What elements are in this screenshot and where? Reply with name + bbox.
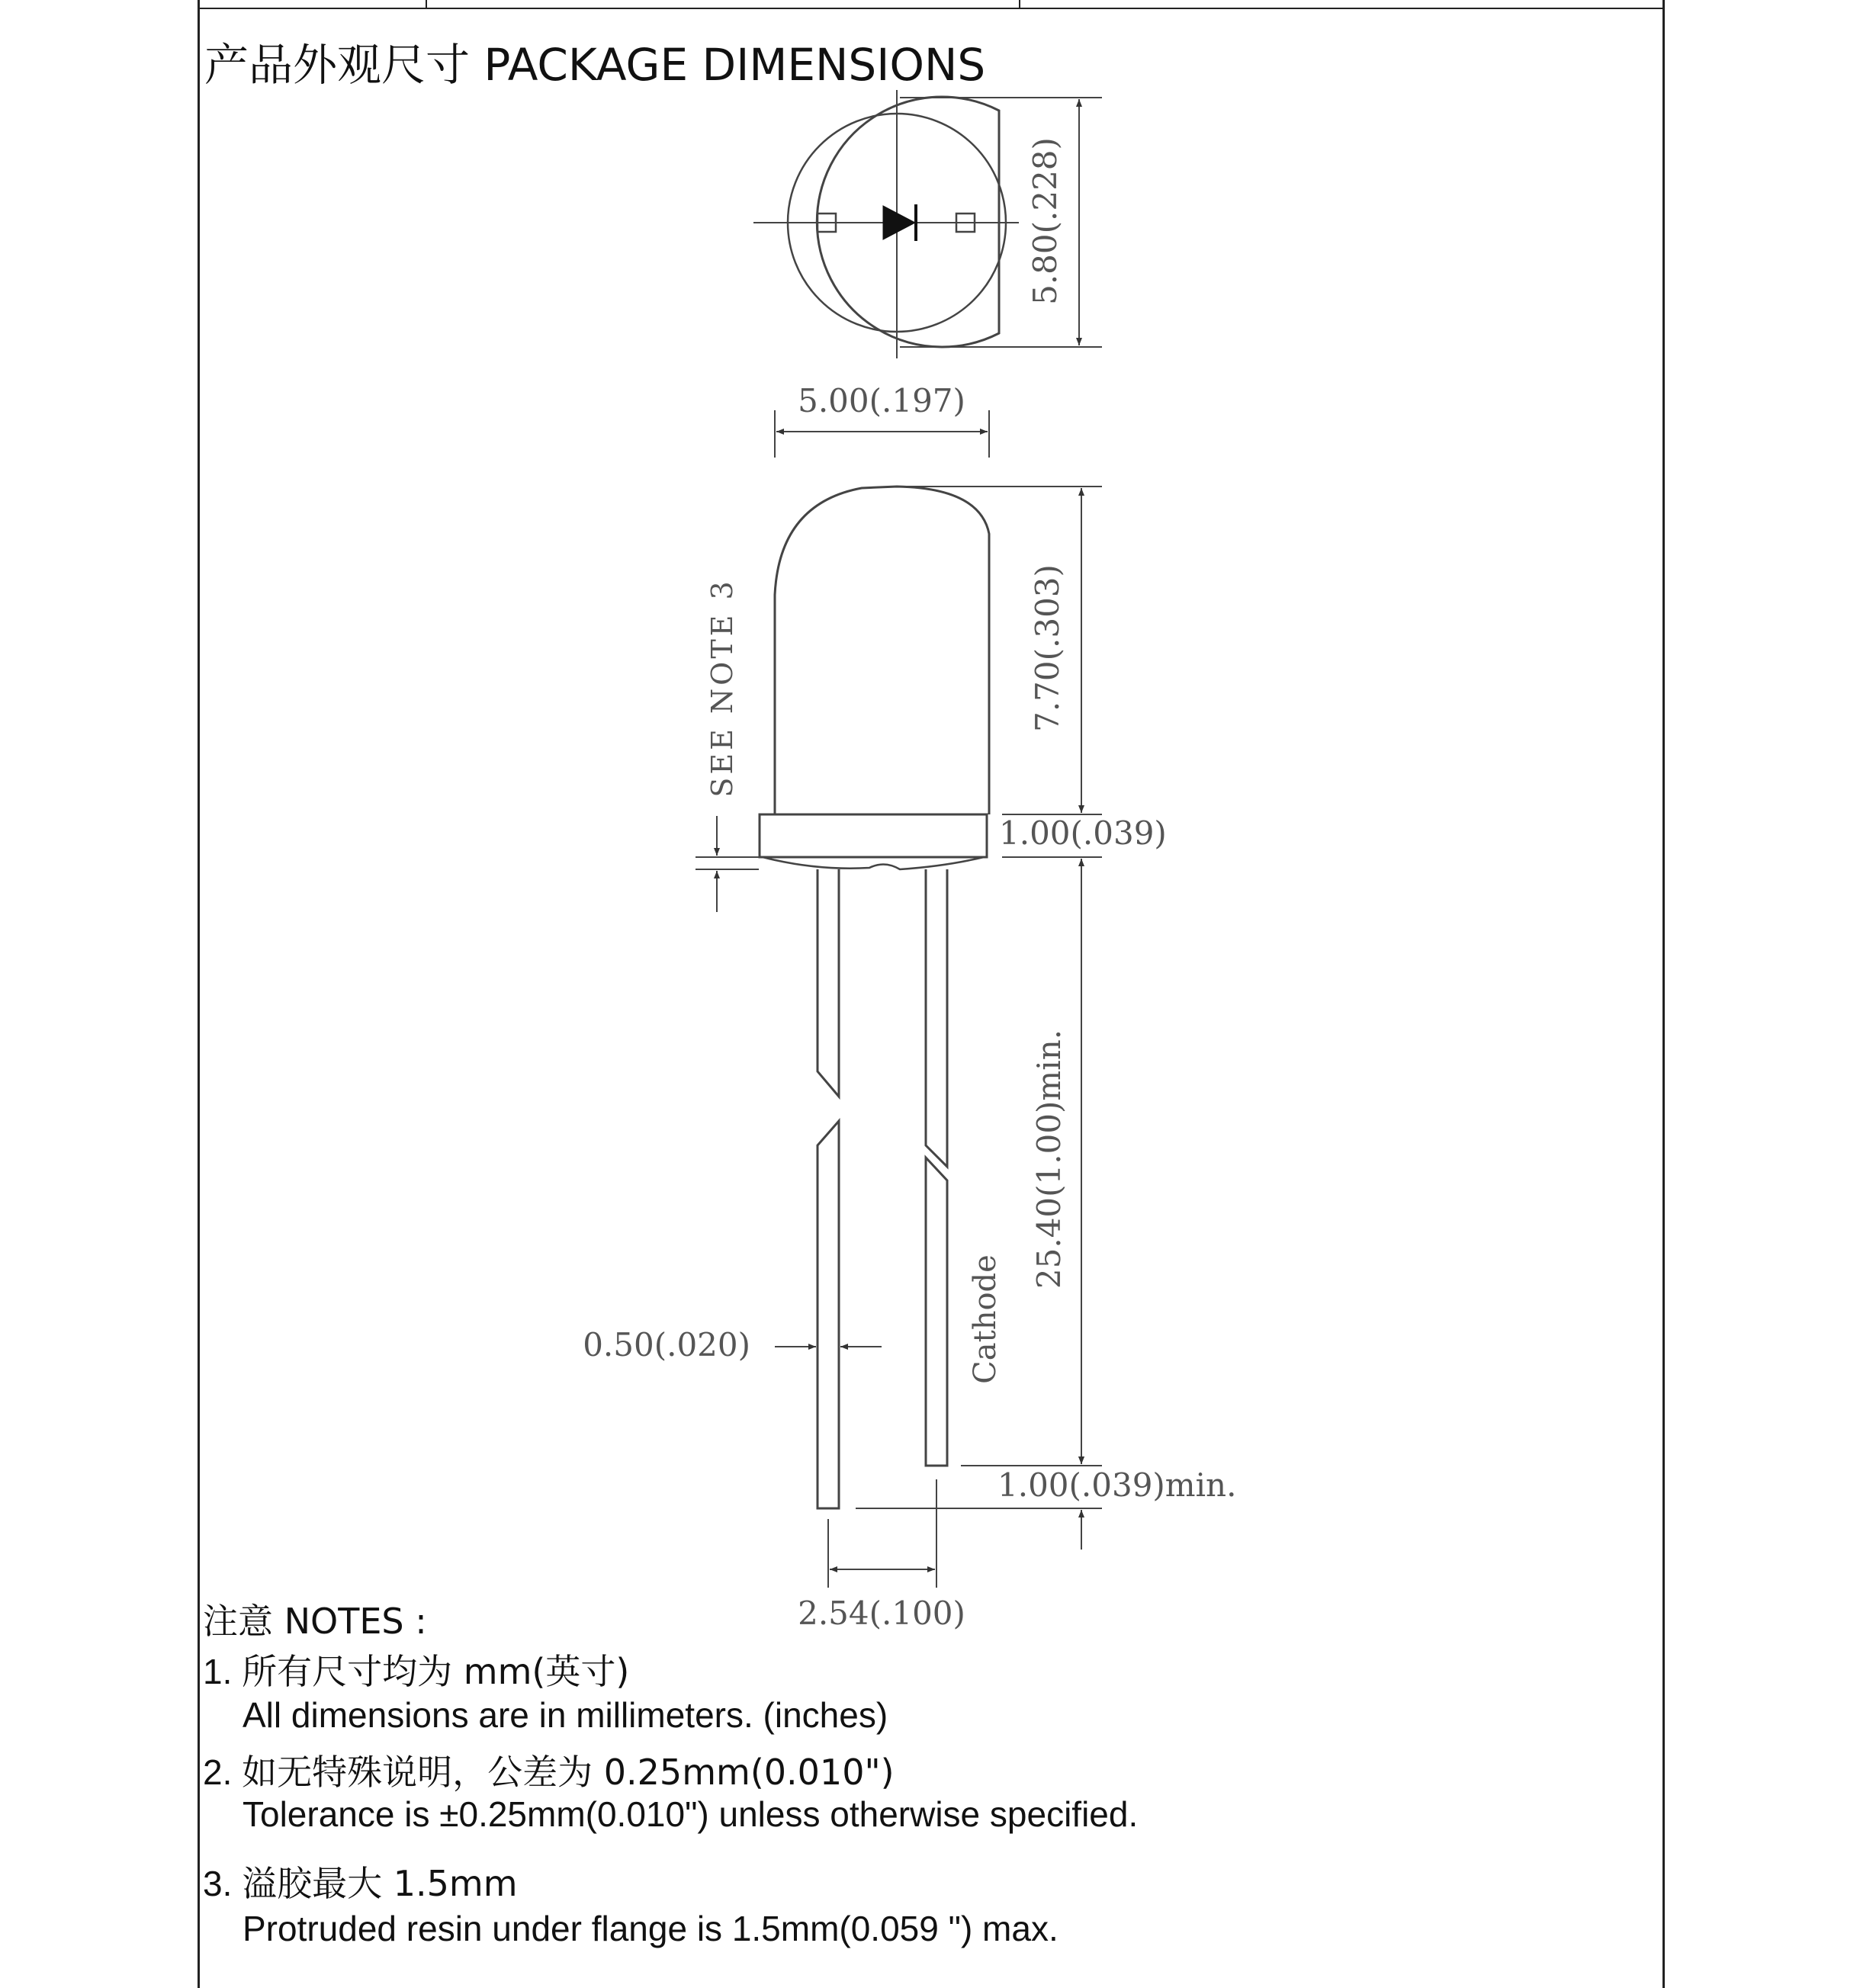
- see-note-label: SEE NOTE 3: [705, 578, 739, 798]
- notes-heading: 注意 NOTES :: [203, 1601, 427, 1642]
- dim-top-diameter: 5.80(.228): [1026, 137, 1064, 305]
- diode-symbol-icon: [883, 206, 915, 239]
- dim-lead-offset: 1.00(.039)min.: [997, 1466, 1237, 1504]
- note-1-zh-text: 所有尺寸均为 mm(英寸): [242, 1651, 630, 1692]
- lead-cathode: [926, 869, 947, 1466]
- note-2-zh: [203, 1745, 895, 1795]
- note-2-zh-text: 如无特殊说明，公差为 0.25mm(0.010"): [242, 1752, 895, 1793]
- cathode-label: Cathode: [968, 1254, 1003, 1384]
- dim-body-height: 7.70(.303): [1029, 564, 1066, 732]
- led-body-outline: [775, 487, 989, 814]
- note-1-zh: [203, 1644, 629, 1694]
- dim-lead-spacing: 2.54(.100): [798, 1595, 965, 1632]
- note-3-zh: [203, 1856, 518, 1906]
- dim-flange-height: 1.00(.039): [999, 814, 1167, 852]
- led-resin-bottom: [763, 857, 984, 869]
- led-flange: [760, 814, 987, 857]
- note-1-en: All dimensions are in millimeters. (inches): [243, 1695, 888, 1735]
- note-2-en: Tolerance is ±0.25mm(0.010") unless otherwise specified.: [243, 1794, 1139, 1834]
- page-title: 产品外观尺寸 PACKAGE DIMENSIONS: [204, 39, 986, 91]
- dim-body-width: 5.00(.197): [798, 382, 965, 419]
- dim-lead-width: 0.50(.020): [583, 1326, 750, 1363]
- dim-lead-length: 25.40(1.00)min.: [1030, 1029, 1068, 1289]
- note-3-zh-text: 溢胶最大 1.5mm: [242, 1863, 518, 1904]
- note-2-number: 2.: [203, 1752, 233, 1792]
- note-1-number: 1.: [203, 1652, 233, 1691]
- note-3-en: Protruded resin under flange is 1.5mm(0.059 ") max.: [243, 1909, 1058, 1948]
- lead-anode: [818, 869, 839, 1508]
- note-3-number: 3.: [203, 1864, 233, 1903]
